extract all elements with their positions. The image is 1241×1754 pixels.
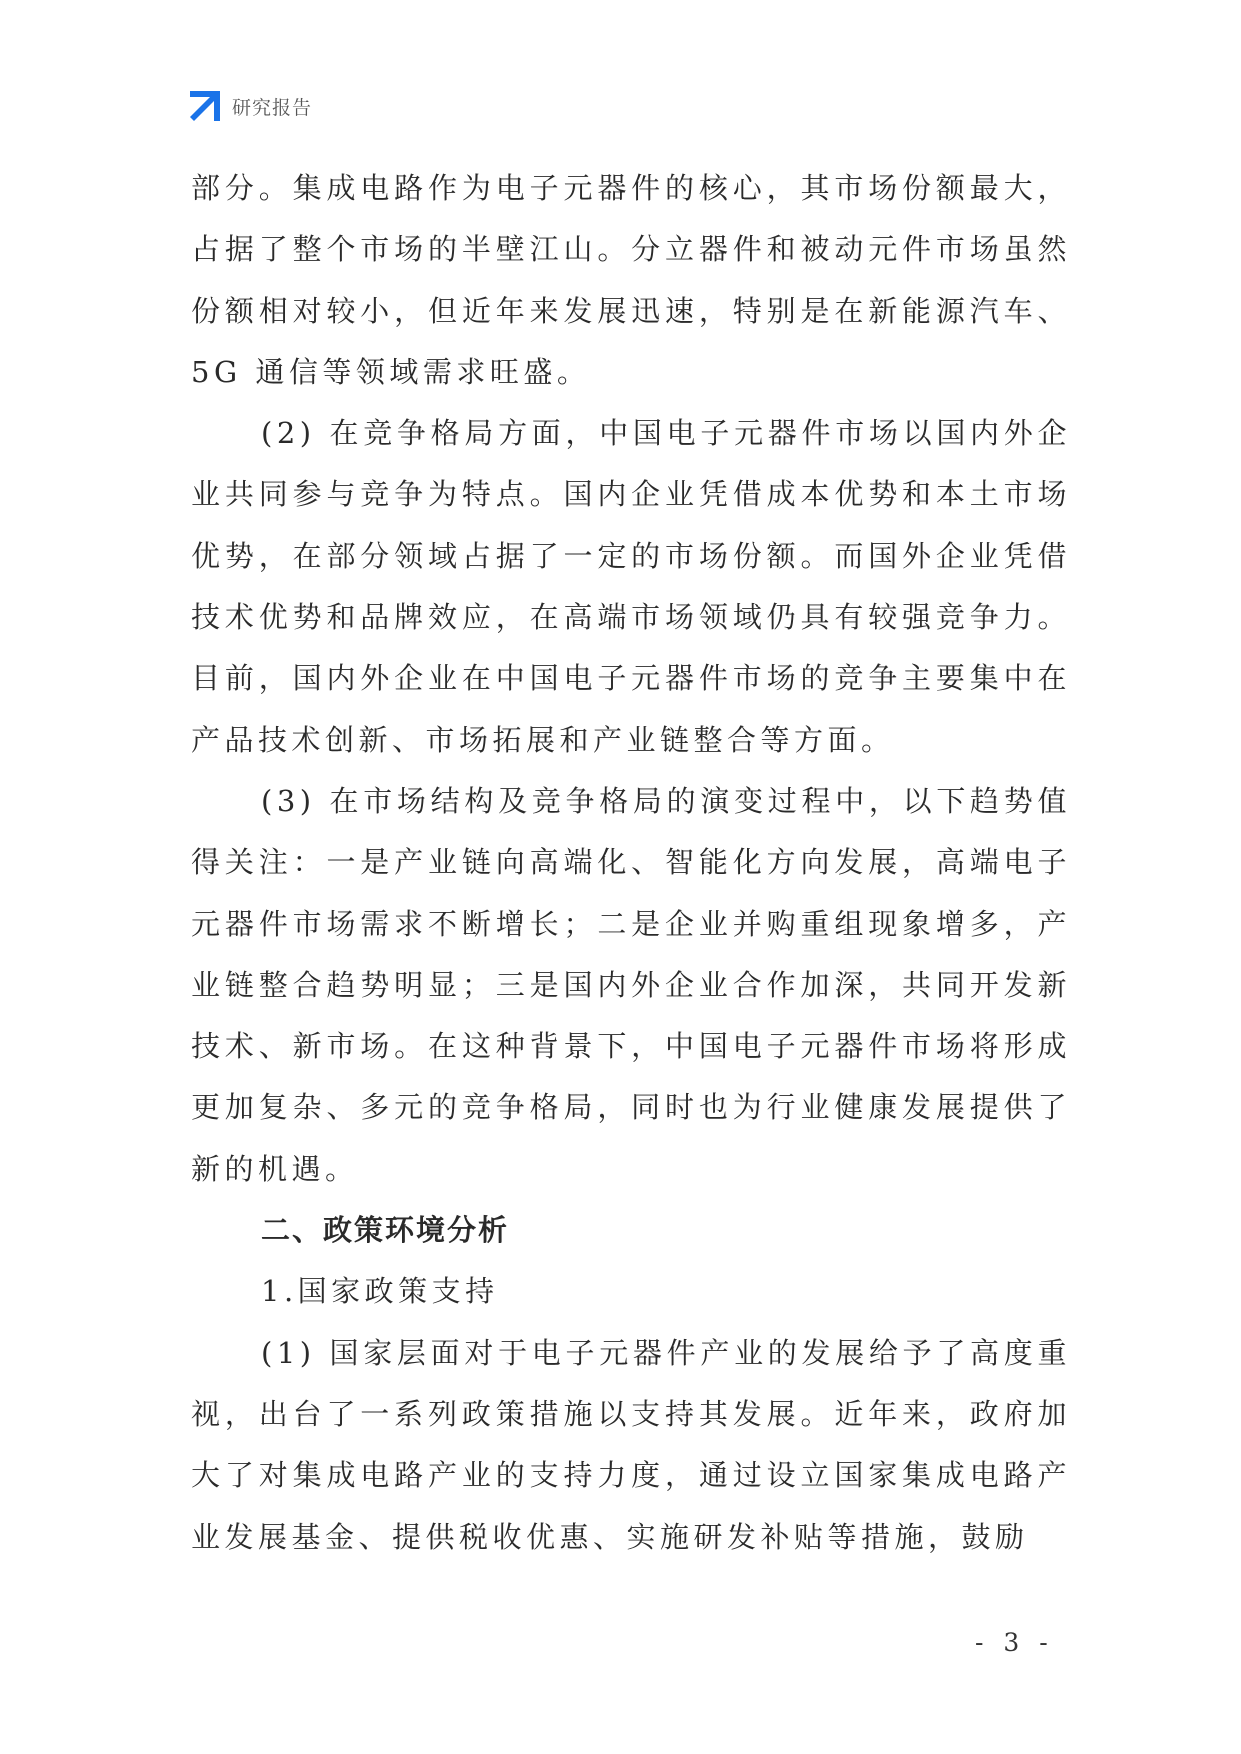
paragraph-continued: 部分。集成电路作为电子元器件的核心，其市场份额最大，占据了整个市场的半壁江山。分立器件和被动元件市场虽然份额相对较小，但近年来发展迅速，特别是在新能源汽车、5G 通信等领域需求旺盛。 (191, 171, 1071, 389)
subsection-heading: 1.国家政策支持 (261, 1274, 499, 1309)
section-heading: 二、政策环境分析 (261, 1213, 510, 1248)
paragraph-national-policy: (1) 国家层面对于电子元器件产业的发展给予了高度重视，出台了一系列政策措施以支持其发展。近年来，政府加大了对集成电路产业的支持力度，通过设立国家集成电路产业发展基金、提供税收优惠、实施研发补贴等措施，鼓励 (191, 1335, 1071, 1554)
paragraph-trends: (3) 在市场结构及竞争格局的演变过程中，以下趋势值得关注：一是产业链向高端化、智能化方向发展，高端电子元器件市场需求不断增长；二是企业并购重组现象增多，产业链整合趋势明显；三是国内外企业合作加深，共同开发新技术、新市场。在这种背景下，中国电子元器件市场将形成更加复杂、多元的竞争格局，同时也为行业健康发展提供了新的机遇。 (191, 783, 1071, 1186)
arrow-logo-icon (188, 89, 222, 123)
document-body (191, 158, 1071, 1568)
page-number: - 3 - (975, 1628, 1054, 1657)
paragraph-competition: (2) 在竞争格局方面，中国电子元器件市场以国内外企业共同参与竞争为特点。国内企业凭借成本优势和本土市场优势，在部分领域占据了一定的市场份额。而国外企业凭借技术优势和品牌效应，在高端市场领域仍具有较强竞争力。目前，国内外企业在中国电子元器件市场的竞争主要集中在产品技术创新、市场拓展和产业链整合等方面。 (191, 416, 1071, 757)
header-title: 研究报告 (232, 96, 313, 119)
report-header (188, 86, 312, 126)
